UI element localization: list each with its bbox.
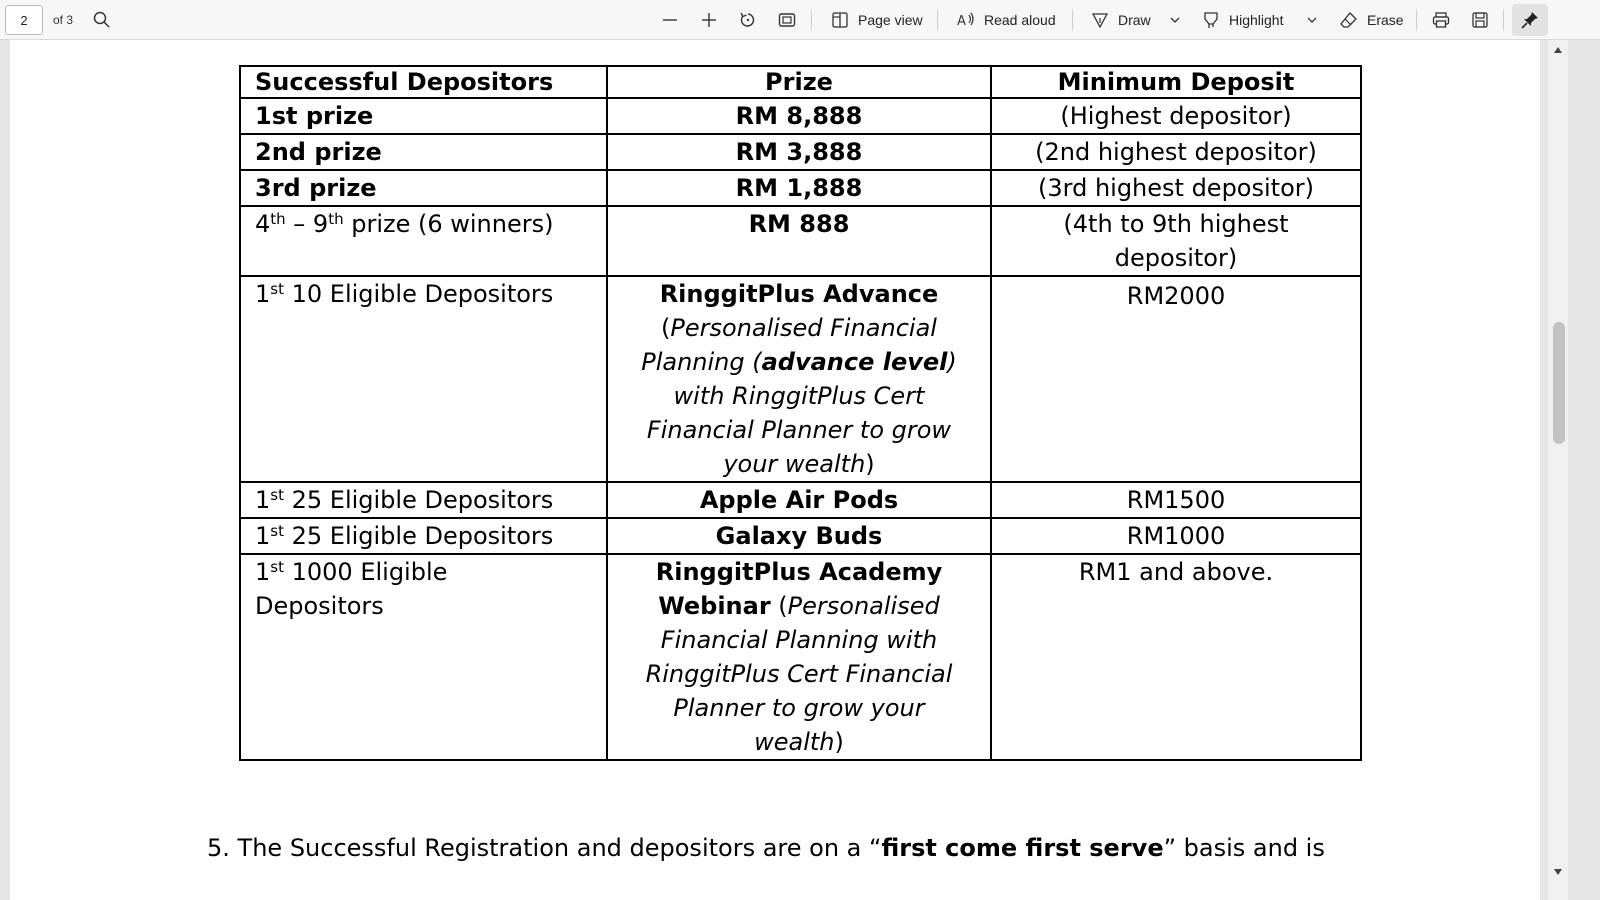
depositors-cell	[240, 276, 607, 482]
draw-button[interactable]	[1090, 0, 1151, 40]
prize-cell: Apple Air Pods	[607, 482, 991, 518]
header-cell: Prize	[607, 66, 991, 98]
read-aloud-icon	[956, 10, 976, 30]
depositors-text: 25 Eligible Depositors	[283, 522, 554, 550]
ordinal-number: – 9	[285, 210, 329, 238]
depositors-cell: 3rd prize	[240, 170, 607, 206]
table-row	[240, 134, 1361, 170]
plus-icon	[699, 10, 719, 30]
read-aloud-button[interactable]	[956, 0, 1056, 40]
depositors-text: 25 Eligible Depositors	[283, 486, 554, 514]
toolbar-divider	[811, 10, 812, 30]
terms-paragraph	[207, 830, 1325, 866]
fit-page-icon	[777, 10, 797, 30]
document-page	[10, 40, 1540, 900]
header-cell: Successful Depositors	[240, 66, 607, 98]
pdf-toolbar	[0, 0, 1600, 40]
minimum-cell: (4th to 9th highest depositor)	[991, 206, 1361, 276]
zoom-out-button[interactable]	[660, 0, 680, 40]
minimum-cell: (2nd highest depositor)	[991, 134, 1361, 170]
ordinal-suffix: st	[270, 280, 284, 298]
table-row	[240, 206, 1361, 276]
page-view-label: Page view	[858, 12, 923, 28]
scroll-up-button[interactable]	[1551, 44, 1565, 56]
prize-cell: Galaxy Buds	[607, 518, 991, 554]
paragraph-text: ” basis and is	[1163, 834, 1325, 862]
search-icon	[92, 10, 112, 30]
ordinal-number: 1	[255, 522, 271, 550]
ordinal-suffix: th	[270, 210, 286, 228]
toolbar-divider	[1503, 10, 1504, 30]
depositors-cell	[240, 518, 607, 554]
scrollbar-thumb[interactable]	[1553, 322, 1565, 444]
search-button[interactable]	[92, 0, 112, 40]
draw-label: Draw	[1118, 12, 1151, 28]
ordinal-number: 1	[255, 558, 271, 586]
prize-cell: RM 3,888	[607, 134, 991, 170]
pin-toolbar-button[interactable]	[1512, 4, 1548, 36]
prize-description: Personalised Financial Planning with RinggitPlus Cert Financial Planner to grow your wealth	[645, 592, 953, 756]
toolbar-divider	[937, 10, 938, 30]
save-disk-icon	[1470, 10, 1490, 30]
table-row	[240, 554, 1361, 760]
highlighter-icon	[1201, 10, 1221, 30]
table-row	[240, 276, 1361, 482]
minimum-cell: RM1 and above.	[991, 554, 1361, 760]
fit-page-button[interactable]	[777, 0, 797, 40]
ordinal-suffix: st	[270, 486, 284, 504]
highlight-options-dropdown[interactable]	[1302, 0, 1316, 40]
erase-button[interactable]	[1339, 0, 1404, 40]
paren-open: (	[661, 314, 671, 342]
scroll-down-button[interactable]	[1551, 866, 1565, 878]
ordinal-number: 1	[255, 280, 271, 308]
minimum-cell: (3rd highest depositor)	[991, 170, 1361, 206]
highlight-label: Highlight	[1229, 12, 1284, 28]
save-button[interactable]	[1470, 0, 1490, 40]
rotate-icon	[738, 10, 758, 30]
page-total-label: of 3	[53, 13, 74, 27]
ordinal-number: 4	[255, 210, 271, 238]
prize-table	[239, 65, 1362, 761]
read-aloud-label: Read aloud	[984, 12, 1056, 28]
header-cell: Minimum Deposit	[991, 66, 1361, 98]
printer-icon	[1431, 10, 1451, 30]
eraser-icon	[1339, 10, 1359, 30]
paragraph-emphasis: first come first serve	[881, 834, 1164, 862]
prize-title: RinggitPlus Academy Webinar	[655, 558, 943, 620]
prize-cell	[607, 554, 991, 760]
minimum-cell: RM1500	[991, 482, 1361, 518]
ordinal-number: 1	[255, 486, 271, 514]
prize-title: RinggitPlus Advance	[659, 280, 939, 308]
ordinal-suffix: st	[270, 522, 284, 540]
paren-open: (	[770, 592, 788, 620]
minimum-cell: RM2000	[991, 276, 1361, 482]
depositors-text: prize (6 winners)	[343, 210, 554, 238]
minimum-cell: (Highest depositor)	[991, 98, 1361, 134]
page-view-icon	[830, 10, 850, 30]
table-header-row	[240, 66, 1361, 98]
svg-text:A: A	[957, 14, 966, 29]
prize-description: Personalised Financial Planning (	[641, 314, 937, 376]
draw-pen-icon	[1090, 10, 1110, 30]
prize-cell: RM 8,888	[607, 98, 991, 134]
vertical-scrollbar[interactable]	[1548, 40, 1568, 900]
paragraph-text: The Successful Registration and depositors are on a “	[237, 834, 882, 862]
chevron-down-icon	[1302, 10, 1316, 30]
depositors-cell	[240, 482, 607, 518]
zoom-in-button[interactable]	[699, 0, 719, 40]
page-number-input[interactable]	[5, 5, 43, 35]
page-view-button[interactable]	[830, 0, 923, 40]
highlight-button[interactable]	[1201, 0, 1283, 40]
prize-cell	[607, 276, 991, 482]
chevron-down-icon	[1165, 10, 1179, 30]
minimum-cell: RM1000	[991, 518, 1361, 554]
list-number: 5.	[207, 834, 230, 862]
depositors-cell	[240, 206, 607, 276]
depositors-cell	[240, 554, 607, 760]
prize-cell: RM 888	[607, 206, 991, 276]
prize-description: ) with RinggitPlus Cert Financial Planner to grow your wealth	[646, 348, 957, 478]
prize-level: advance level	[761, 348, 948, 376]
depositors-cell: 2nd prize	[240, 134, 607, 170]
table-row	[240, 98, 1361, 134]
pin-icon	[1520, 10, 1540, 30]
paren-close: )	[834, 728, 844, 756]
table-row	[240, 482, 1361, 518]
table-row	[240, 518, 1361, 554]
caret-down-icon	[1553, 868, 1563, 876]
minus-icon	[660, 10, 680, 30]
ordinal-suffix: th	[328, 210, 344, 228]
depositors-text: 1000 Eligible Depositors	[255, 558, 448, 620]
erase-label: Erase	[1367, 12, 1404, 28]
toolbar-divider	[1072, 10, 1073, 30]
table-row	[240, 170, 1361, 206]
caret-up-icon	[1553, 46, 1563, 54]
prize-cell: RM 1,888	[607, 170, 991, 206]
print-button[interactable]	[1431, 0, 1451, 40]
draw-options-dropdown[interactable]	[1165, 0, 1179, 40]
page-gutter	[1540, 40, 1548, 900]
ordinal-suffix: st	[270, 558, 284, 576]
paren-close: )	[865, 450, 875, 478]
depositors-cell: 1st prize	[240, 98, 607, 134]
depositors-text: 10 Eligible Depositors	[283, 280, 554, 308]
toolbar-divider	[1416, 10, 1417, 30]
rotate-button[interactable]	[738, 0, 758, 40]
